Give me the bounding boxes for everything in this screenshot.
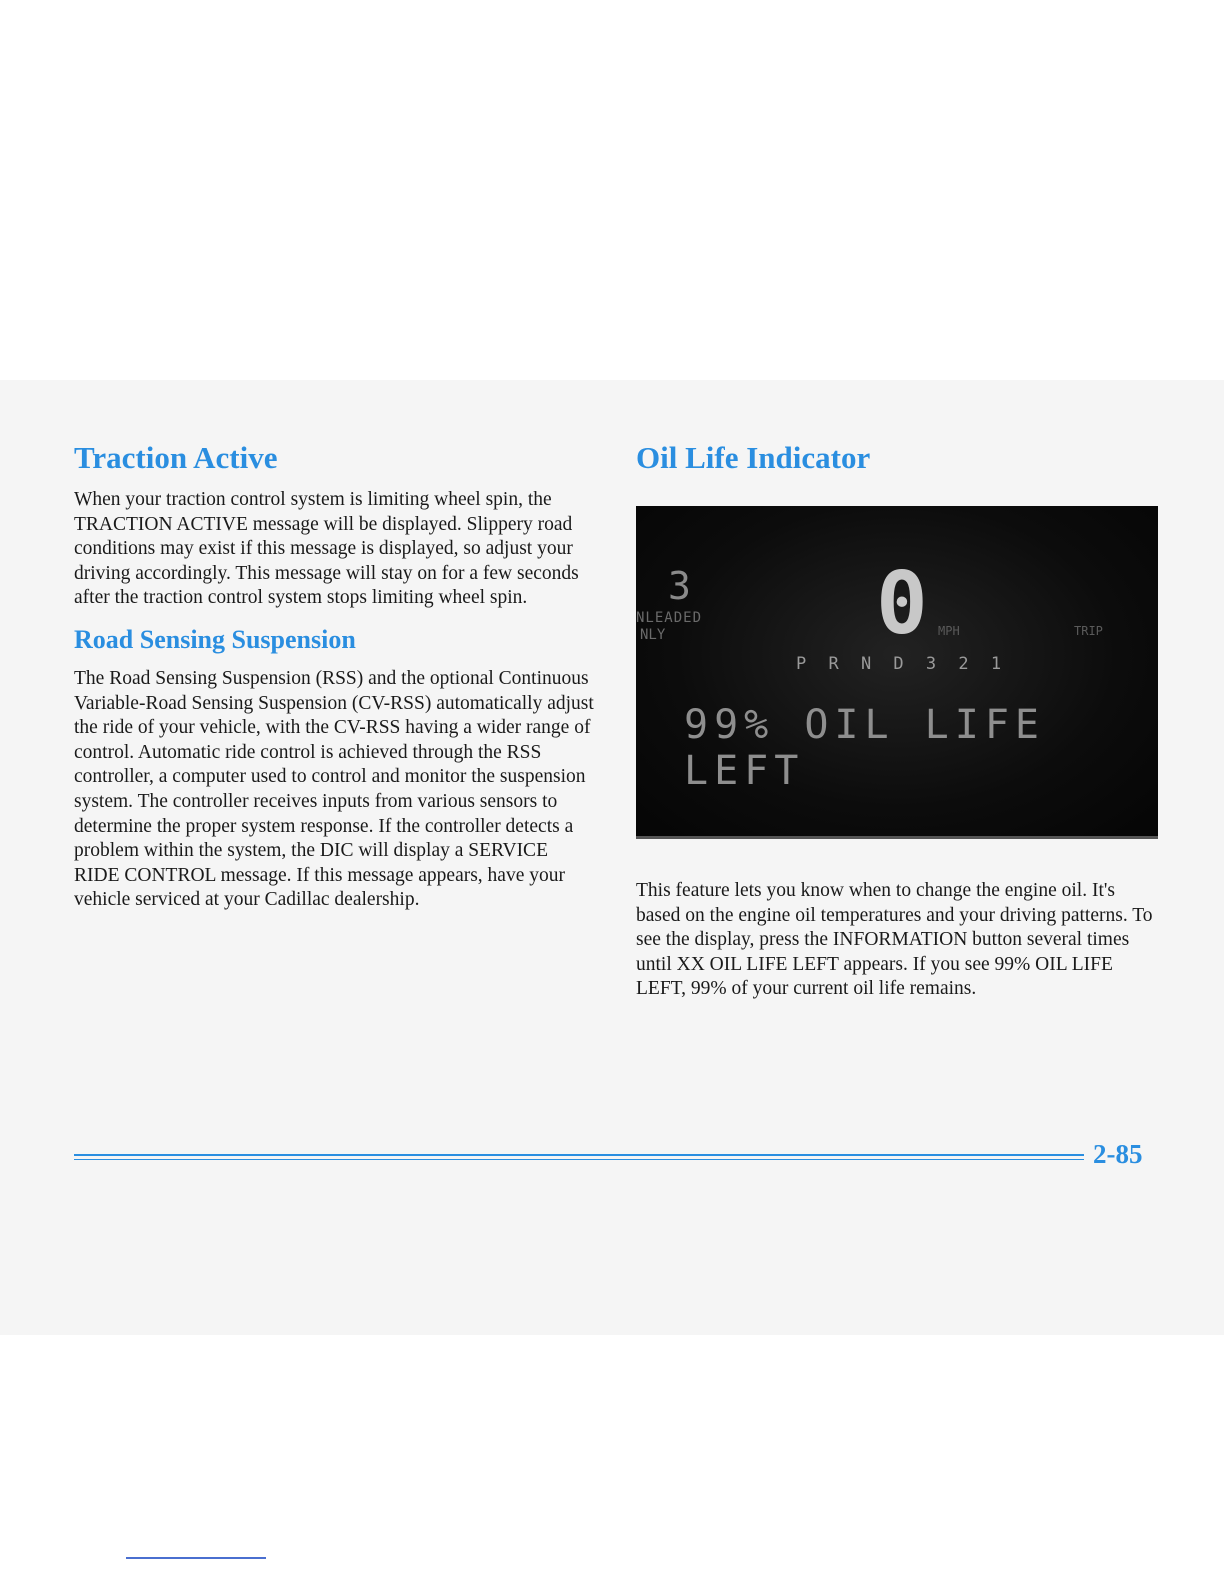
display-gear-digit: 3: [668, 564, 691, 608]
display-only-label: NLY: [640, 627, 666, 643]
display-gear-selector: P R N D 3 2 1: [796, 654, 1008, 674]
footer-rule: [74, 1150, 1084, 1162]
page-number: 2-85: [1093, 1139, 1143, 1169]
left-column: [74, 438, 594, 913]
road-sensing-suspension-heading: Road Sensing Suspension: [74, 624, 356, 654]
display-unleaded-label: NLEADED: [636, 610, 703, 626]
scan-artifact-line: [126, 1557, 266, 1559]
road-sensing-suspension-text: The Road Sensing Suspension (RSS) and the optional Continuous Variable-Road Sensing Suspension (CV-RSS) automatically adjust the ride of your vehicle, with the CV-RSS having a wider range of control. Automatic ride control is achieved through the RSS controller, a computer used to control and monitor the suspension system. The controller receives inputs from various sensors to determine the proper system response. If the controller detects a problem within the system, the DIC will display a SERVICE RIDE CONTROL message. If this message appears, have your vehicle serviced at your Cadillac dealership.: [74, 667, 594, 911]
footer-rule-thin: [74, 1159, 1084, 1160]
oil-life-indicator-text: This feature lets you know when to change the engine oil. It's based on the engine oil temperatures and your driving patterns. To see the display, press the INFORMATION button several times until XX OIL LIFE LEFT appears. If you see 99% OIL LIFE LEFT, 99% of your current oil life remains.: [636, 880, 1153, 1000]
footer-rule-thick: [74, 1154, 1084, 1156]
oil-life-display-photo: [636, 506, 1158, 839]
right-column: [636, 438, 1161, 1002]
display-speed-readout: 0: [876, 554, 928, 654]
display-oil-life-message: 99% OIL LIFE LEFT: [684, 702, 1045, 794]
display-mph-label: MPH: [938, 624, 960, 638]
traction-active-text: When your traction control system is limiting wheel spin, the TRACTION ACTIVE message will be displayed. Slippery road conditions may exist if this message is displayed, so adjust your driving accordingly. This message will stay on for a few seconds after the traction control system stops limiting wheel spin.: [74, 489, 579, 609]
oil-life-indicator-heading: Oil Life Indicator: [636, 440, 871, 475]
display-trip-label: TRIP: [1074, 624, 1103, 638]
traction-active-heading: Traction Active: [74, 440, 278, 475]
